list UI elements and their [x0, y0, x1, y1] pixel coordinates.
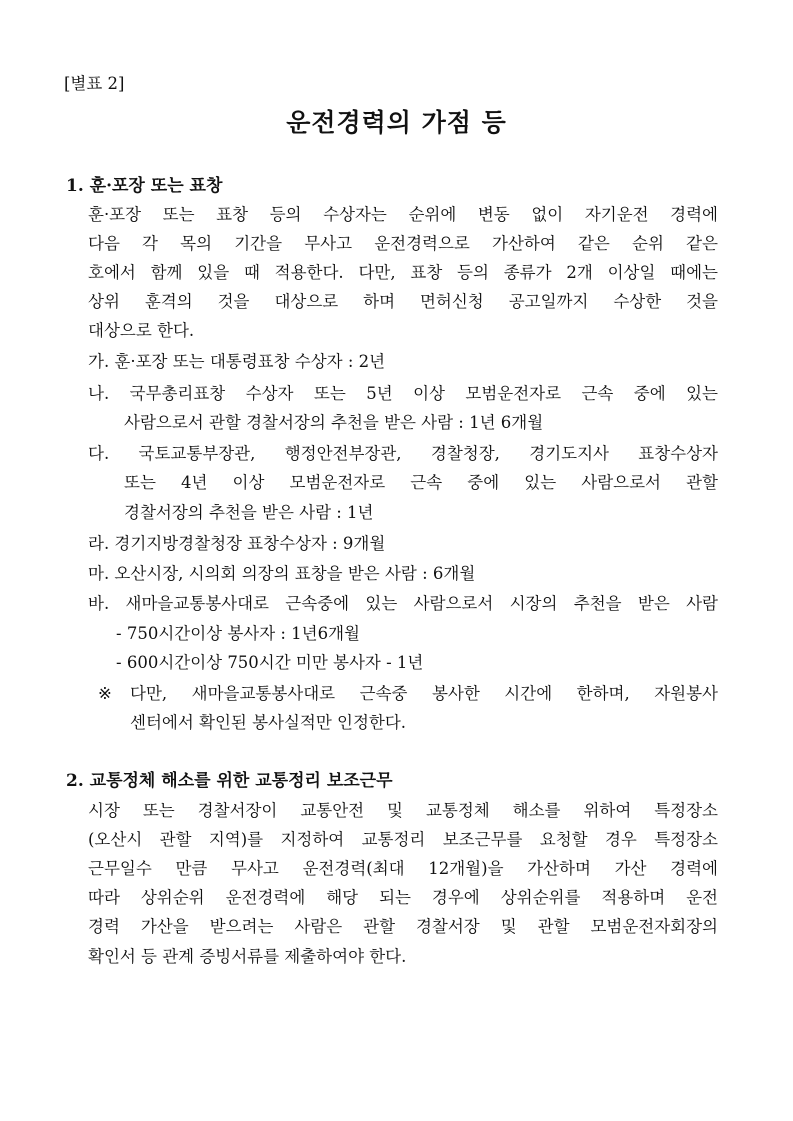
section-1-body-line: 호에서 함께 있을 때 적용한다. 다만, 표창 등의 종류가 2개 이상일 때에는	[88, 263, 718, 282]
section-1-heading: 1. 훈·포장 또는 표창	[66, 176, 223, 196]
item-ba-dash: - 600시간이상 750시간 미만 봉사자 - 1년	[116, 653, 424, 672]
section-1-body-line: 대상으로 한다.	[88, 321, 195, 340]
section-2-body-line: 경력 가산을 받으려는 사람은 관할 경찰서장 및 관할 모범운전자회장의	[88, 917, 718, 936]
note-mark: ※	[98, 684, 112, 703]
appendix-label: [별표 2]	[64, 74, 125, 93]
section-2-body-line: 근무일수 만큼 무사고 운전경력(최대 12개월)을 가산하며 가산 경력에	[88, 859, 718, 878]
section-1-body-line: 다음 각 목의 기간을 무사고 운전경력으로 가산하여 같은 순위 같은	[88, 234, 718, 253]
section-2-heading: 2. 교통정체 해소를 위한 교통정리 보조근무	[66, 771, 393, 791]
section-2-body-line: 시장 또는 경찰서장이 교통안전 및 교통정체 해소를 위하여 특정장소	[88, 801, 718, 820]
section-2-body-line: (오산시 관할 지역)를 지정하여 교통정리 보조근무를 요청할 경우 특정장소	[88, 830, 718, 849]
item-ra: 라. 경기지방경찰청장 표창수상자 : 9개월	[88, 534, 386, 553]
item-da-cont: 또는 4년 이상 모범운전자로 근속 중에 있는 사람으로서 관할	[124, 473, 718, 492]
item-ba-dash: - 750시간이상 봉사자 : 1년6개월	[116, 624, 360, 643]
item-ba: 바. 새마을교통봉사대로 근속중에 있는 사람으로서 시장의 추천을 받은 사람	[88, 594, 718, 613]
item-na-cont: 사람으로서 관할 경찰서장의 추천을 받은 사람 : 1년 6개월	[124, 413, 544, 432]
item-ga: 가. 훈·포장 또는 대통령표창 수상자 : 2년	[88, 352, 386, 371]
note-line: 다만, 새마을교통봉사대로 근속중 봉사한 시간에 한하며, 자원봉사	[130, 684, 718, 703]
note-line: 센터에서 확인된 봉사실적만 인정한다.	[130, 713, 407, 732]
section-1-body-line: 상위 훈격의 것을 대상으로 하며 면허신청 공고일까지 수상한 것을	[88, 292, 718, 311]
section-2-body-line: 따라 상위순위 운전경력에 해당 되는 경우에 상위순위를 적용하며 운전	[88, 888, 718, 907]
item-da: 다. 국토교통부장관, 행정안전부장관, 경찰청장, 경기도지사 표창수상자	[88, 444, 718, 463]
page-title: 운전경력의 가점 등	[286, 108, 507, 137]
item-da-cont: 경찰서장의 추천을 받은 사람 : 1년	[124, 503, 374, 522]
section-2-body-line: 확인서 등 관계 증빙서류를 제출하여야 한다.	[88, 947, 407, 966]
section-1-body-line: 훈·포장 또는 표창 등의 수상자는 순위에 변동 없이 자기운전 경력에	[88, 205, 718, 224]
item-na: 나. 국무총리표창 수상자 또는 5년 이상 모범운전자로 근속 중에 있는	[88, 384, 718, 403]
item-ma: 마. 오산시장, 시의회 의장의 표창을 받은 사람 : 6개월	[88, 564, 476, 583]
